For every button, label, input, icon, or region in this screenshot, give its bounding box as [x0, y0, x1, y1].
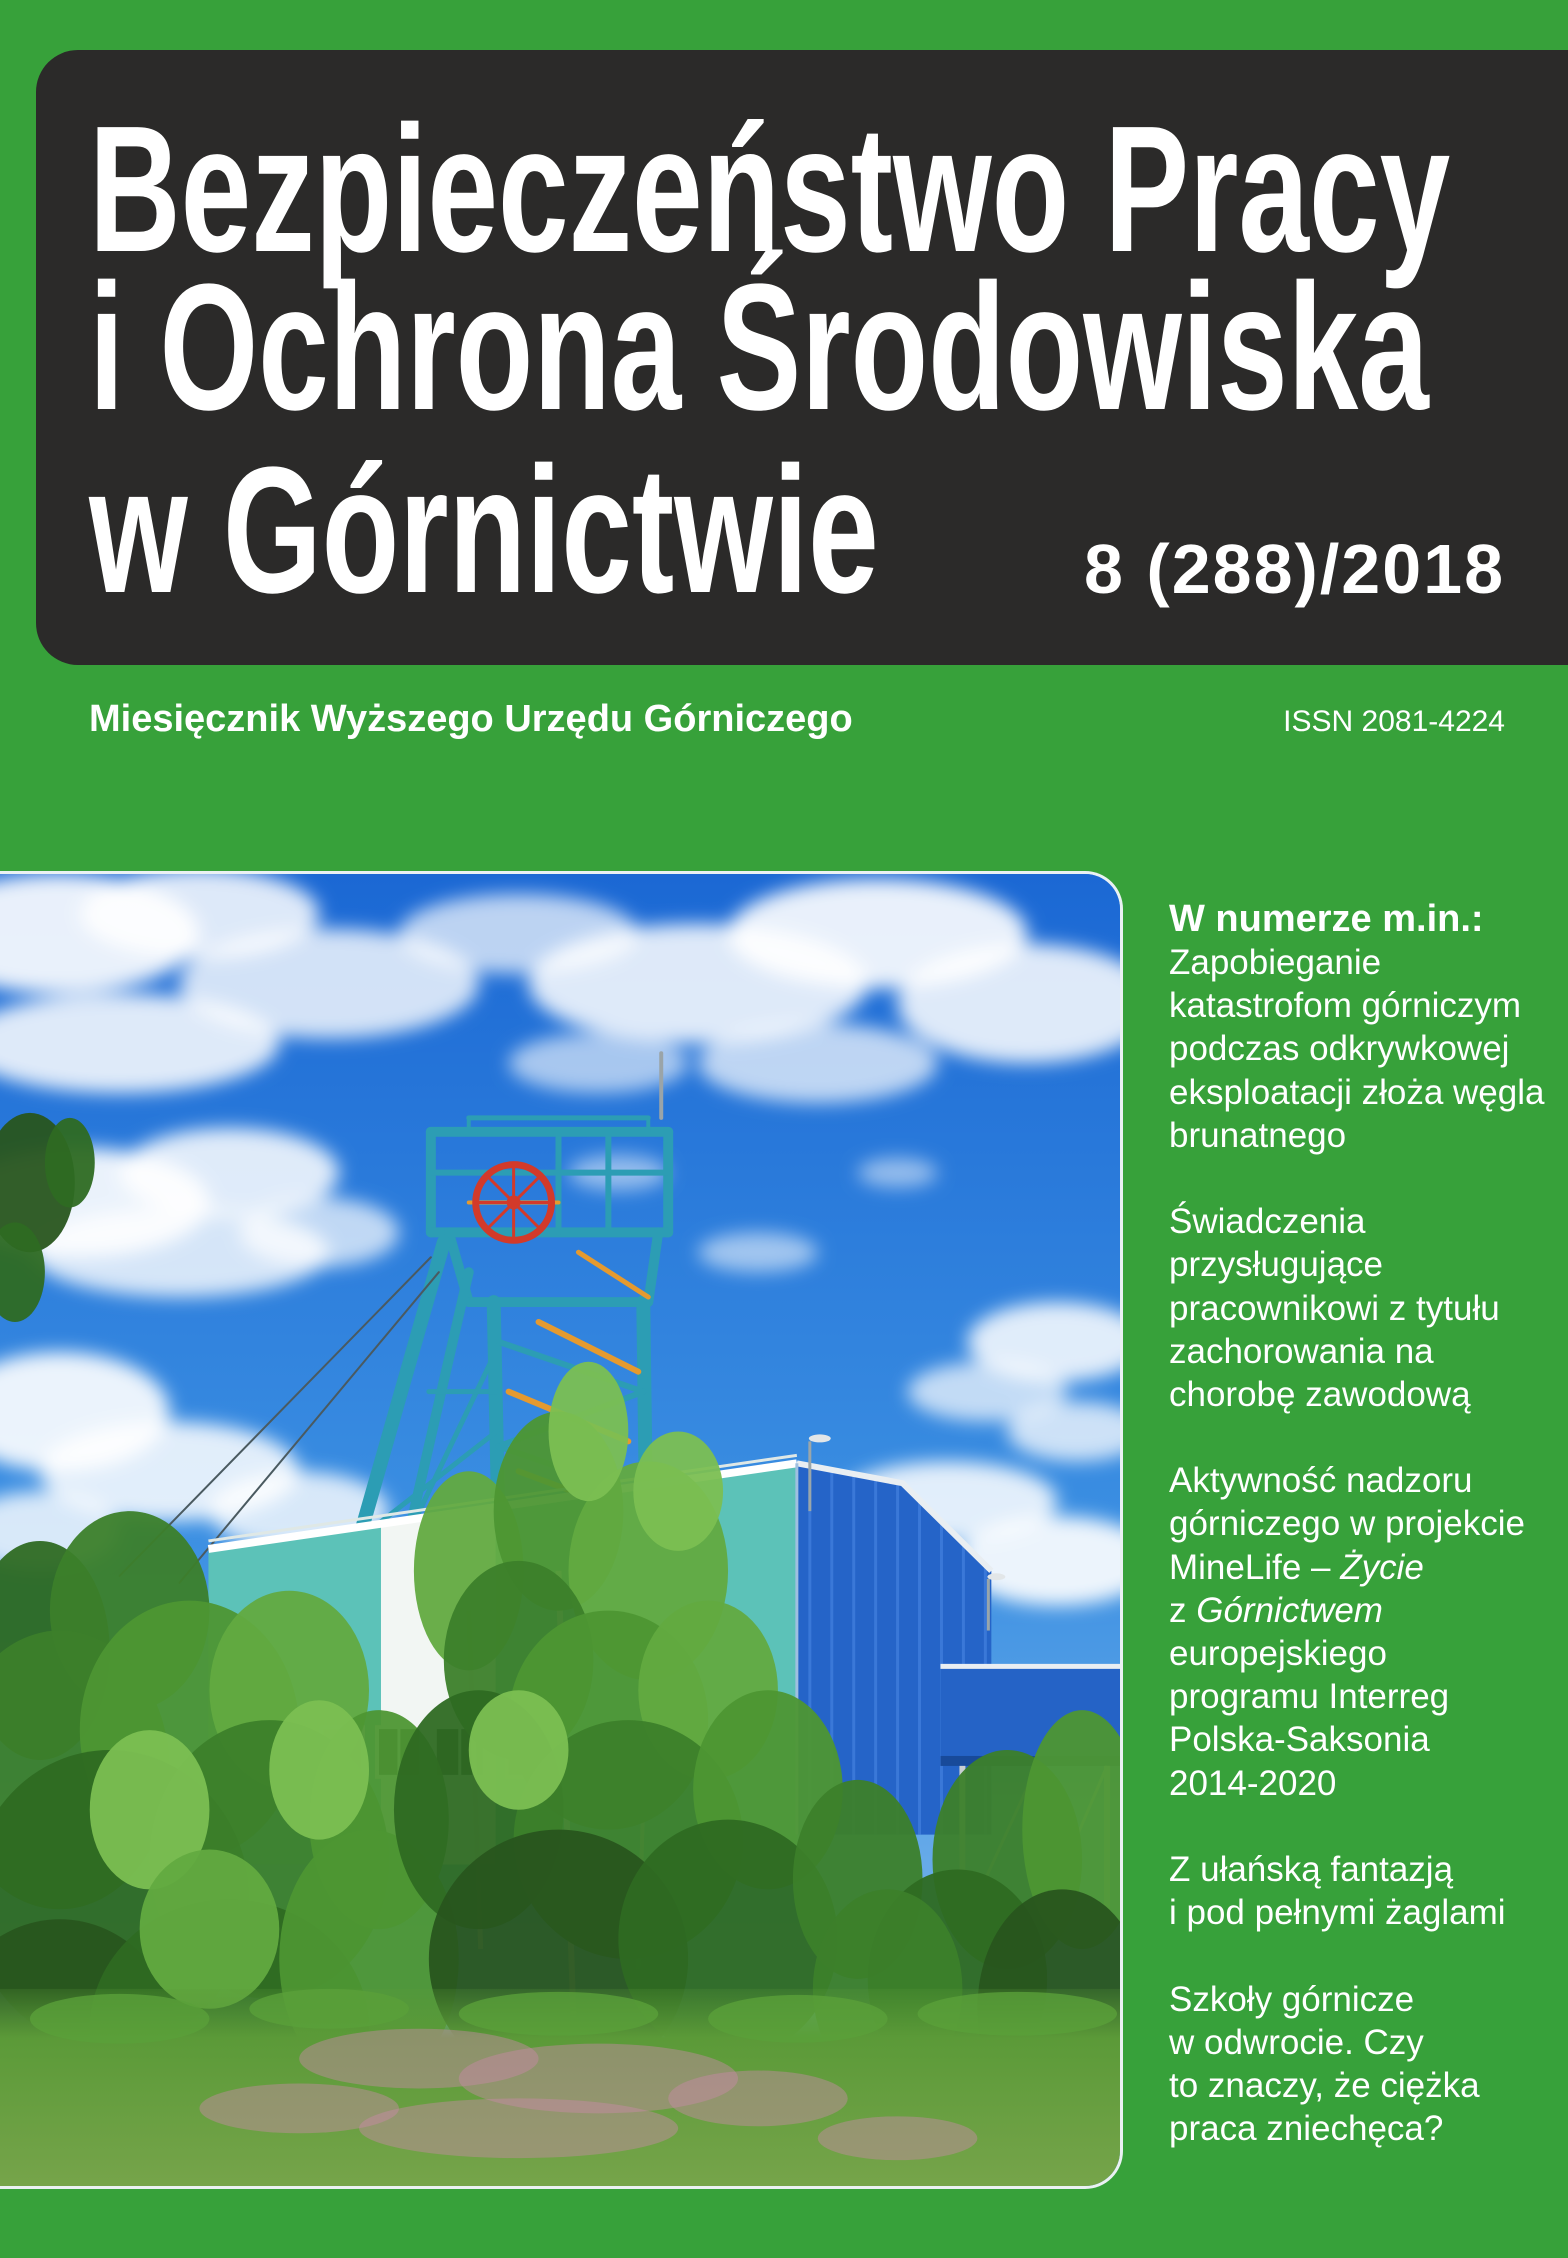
- meadow: [0, 1989, 1120, 2186]
- cloud: [239, 1198, 399, 1268]
- contents-item-line: przysługujące: [1169, 1245, 1383, 1285]
- bush: [249, 1989, 409, 2029]
- contents-item-line: Szkoły górnicze: [1169, 1979, 1415, 2019]
- contents-item-line: [1169, 1546, 1568, 1589]
- cloud: [698, 1232, 818, 1272]
- contents-item-line: Polska-Saksonia: [1169, 1720, 1430, 1760]
- title-line: Bezpieczeństwo Pracy: [89, 89, 1451, 290]
- contents-item-line: górniczego w projekcie: [1169, 1504, 1526, 1544]
- bush: [918, 1992, 1117, 2036]
- tree-foliage: [469, 1690, 569, 1809]
- line-text: z: [1169, 1590, 1197, 1630]
- tree-foliage: [269, 1700, 369, 1839]
- tree-foliage: [549, 1362, 629, 1501]
- contents-item: [1169, 1978, 1568, 2151]
- wildflower-patch: [818, 2116, 978, 2160]
- tree-foliage: [140, 1850, 280, 2009]
- contents-item-line: chorobę zawodową: [1169, 1374, 1471, 1414]
- title-line: w Górnictwie: [89, 430, 879, 631]
- cloud: [698, 1023, 937, 1103]
- bush: [708, 1995, 888, 2043]
- emphasized-text: Życie: [1340, 1547, 1424, 1587]
- wheel-hub: [507, 1196, 521, 1210]
- contents-item-line: [1169, 1589, 1568, 1632]
- wildflower-patch: [668, 2071, 848, 2127]
- wildflower-patch: [359, 2098, 678, 2158]
- bush: [459, 1992, 658, 2036]
- contents-item-line: programu Interreg: [1169, 1677, 1450, 1717]
- contents-item: [1169, 941, 1568, 1157]
- issn: ISSN 2081-4224: [1283, 705, 1505, 738]
- cloud: [858, 1158, 938, 1188]
- bush: [30, 1994, 210, 2044]
- title-line: i Ochrona Środowiska: [89, 247, 1429, 448]
- contents-item: [1169, 1459, 1568, 1805]
- contents-item-line: podczas odkrywkowej: [1169, 1029, 1510, 1069]
- contents-item-line: europejskiego: [1169, 1634, 1387, 1673]
- lamp-head: [987, 1573, 1005, 1580]
- contents-heading: W numerze m.in.:: [1169, 898, 1484, 940]
- tree-foliage: [45, 1118, 95, 1208]
- cover-photo: [0, 871, 1123, 2189]
- mine-headframe-photo: [0, 874, 1120, 2186]
- contents-item-line: 2014-2020: [1169, 1763, 1337, 1803]
- contents-item-line: Aktywność nadzoru: [1169, 1461, 1473, 1501]
- contents-item-line: pracownikowi z tytułu: [1169, 1288, 1500, 1328]
- line-text: MineLife –: [1169, 1547, 1341, 1587]
- contents-item-line: Świadczenia: [1169, 1202, 1366, 1242]
- contents-item-line: Z ułańską fantazją: [1169, 1849, 1454, 1889]
- contents-item-line: praca zniechęca?: [1169, 2109, 1444, 2149]
- lamp-head: [809, 1434, 831, 1442]
- contents-panel: [1169, 898, 1568, 2150]
- issue-number: 8 (288)/2018: [1084, 530, 1505, 608]
- contents-item-line: katastrofom górniczym: [1169, 986, 1522, 1026]
- contents-item-line: i pod pełnymi żaglami: [1169, 1893, 1506, 1933]
- contents-item-line: w odwrocie. Czy: [1169, 2022, 1424, 2062]
- emphasized-text: Górnictwem: [1196, 1590, 1383, 1630]
- subtitle: Miesięcznik Wyższego Urzędu Górniczego: [89, 698, 853, 740]
- contents-item-line: Zapobieganie: [1169, 943, 1382, 982]
- contents-item-line: eksploatacji złoża węgla: [1169, 1072, 1545, 1112]
- contents-item: [1169, 1200, 1568, 1416]
- tree-foliage: [633, 1431, 723, 1550]
- contents-item-line: to znaczy, że ciężka: [1169, 2065, 1480, 2105]
- contents-item: [1169, 1848, 1568, 1934]
- contents-item-line: brunatnego: [1169, 1115, 1347, 1155]
- contents-item-line: zachorowania na: [1169, 1331, 1434, 1371]
